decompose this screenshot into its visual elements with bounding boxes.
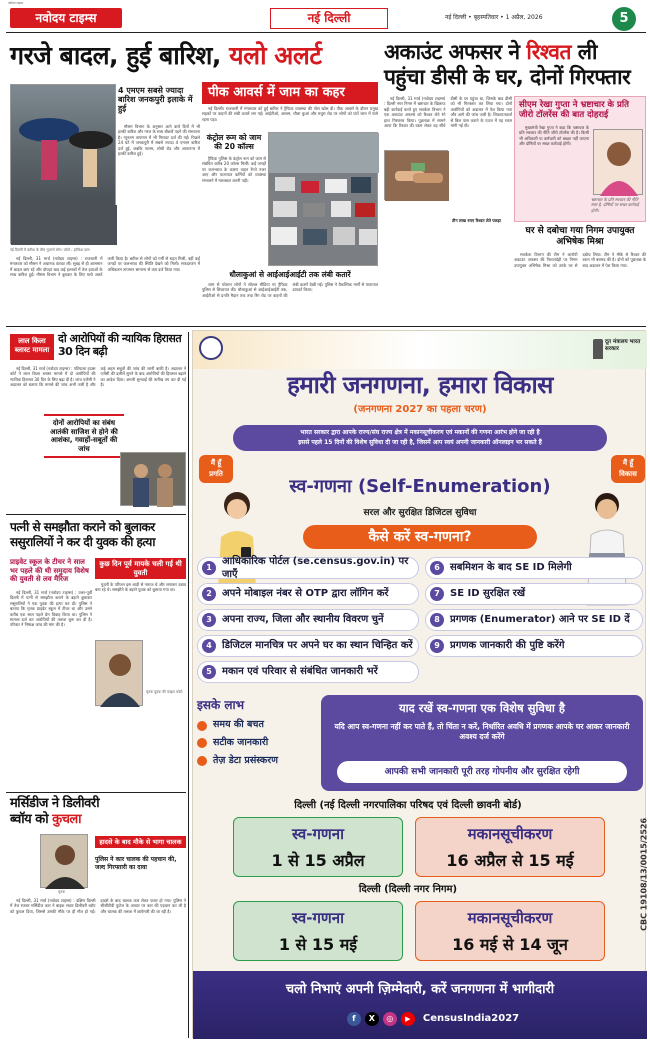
step-8	[425, 609, 643, 631]
story5-photo-caption: मृतक युवक की फाइल फोटो	[146, 690, 183, 694]
story4-headline: दो आरोपियों की न्यायिक हिरासत 30 दिन बढ़ी	[58, 332, 182, 358]
ad-top-band	[193, 331, 647, 369]
d1-right-date: 16 अप्रैल से 15 मई	[446, 851, 574, 871]
story5-sub: प्राइवेट स्कूल के टीचर ने साल भर पहले की थी समुदाय विशेष की युवती से लव मैरिज	[10, 558, 89, 583]
story3-side-body	[514, 252, 646, 322]
step-7-text: SE ID सुरक्षित रखें	[450, 588, 526, 600]
benefit-3	[197, 755, 317, 768]
col-rule-1	[188, 332, 189, 1038]
story1-headline	[10, 42, 370, 70]
x-icon[interactable]: X	[365, 1012, 379, 1026]
d2-left-title: स्व-गणना	[292, 909, 344, 927]
story6-para: नई दिल्ली, 31 मार्च (नवोदय टाइम्स) : दक्षिण दिल्ली में तेज रफ्तार मर्सिडीज कार ने बाइक सवार डिलीवरी ब्वॉय को कुचल दिया, जिससे उसकी मौके पर ही मौत हो गई। हादसे के बाद चालक कार लेकर फरार हो गया। पुलिस ने सीसीटीवी फुटेज के आधार पर कार की पहचान कर ली है और चालक की तलाश में छापेमारी की जा रही है।	[10, 898, 186, 914]
ashoka-emblem-icon	[593, 339, 603, 359]
self-enum-title: स्व-गणना (Self-Enumeration)	[289, 476, 551, 497]
remember-title: याद रखें स्व-गणना एक विशेष सुविधा है	[398, 701, 565, 715]
facebook-icon[interactable]: f	[347, 1012, 361, 1026]
d1-left-title: स्व-गणना	[292, 825, 344, 843]
mid-rule-1	[6, 514, 186, 515]
census-ad	[192, 330, 649, 1038]
self-enum-sub: सरल और सुरक्षित डिजिटल सुविधा	[363, 508, 477, 518]
youtube-icon[interactable]: ▶	[401, 1012, 415, 1026]
step-2-text: अपने मोबाइल नंबर से OTP द्वारा लॉगिन करें	[222, 588, 389, 600]
story3-side-para: सतर्कता विभाग की टीम ने आरोपी अकाउंट अफसर की निशानदेही पर निगम उपायुक्त अभिषेक मिश्रा को उनके घर से दबोच लिया। टीम ने मौके से रिश्वत की रकम भी बरामद की है। दोनों को पूछताछ के बाद अदालत में पेश किया गया।	[514, 252, 646, 268]
step-3-text: अपना राज्य, जिला और स्थानीय विवरण चुनें	[222, 614, 384, 626]
cbc-code: CBC 19108/13/0015/2526	[639, 817, 649, 931]
story3-pink-box	[514, 96, 646, 222]
story2-sub1: कंट्रोल रूम को जाम की 20 कॉल्स	[206, 133, 262, 151]
story2-para-b: ट्रैफिक पुलिस के कंट्रोल रूम को जाम से संबंधित करीब 20 कॉल्स मिलीं। कई जगहों पर जलभराव के कारण वाहन रेंगते नजर आए और यातायात कर्मियों को व्यवस्था संभालने में मशक्कत करनी पड़ी।	[202, 156, 266, 183]
right-tag1: मैं हूँ	[622, 459, 634, 467]
rain-inset	[118, 86, 200, 113]
story2-body-a	[202, 106, 378, 130]
person-portrait-icon	[41, 835, 89, 889]
story6-caption: मृतक	[58, 890, 65, 894]
step-9	[425, 635, 643, 657]
remember-box	[321, 695, 643, 791]
story1-headline-accent: यलो अलर्ट	[229, 41, 322, 70]
census-handle[interactable]: CensusIndia2027	[422, 1013, 520, 1025]
cm-para: मुख्यमंत्री रेखा गुप्ता ने कहा कि भ्रष्टाचार के प्रति सरकार की नीति जीरो टॉलरेंस की है। किसी भी अधिकारी या कर्मचारी को बख्शा नहीं जाएगा और दोषियों पर सख्त कार्रवाई होगी।	[519, 125, 589, 147]
rain-caption: नई दिल्ली में बारिश के बीच गुजरते लोग। फोटो : हरीकेश दास	[10, 248, 90, 252]
step-5-num: 5	[202, 665, 216, 679]
traffic-photo	[268, 132, 378, 266]
story5-inset-body	[95, 582, 186, 636]
step-6	[425, 557, 643, 579]
footer-slogan: चलो निभाएं अपनी ज़िम्मेदारी, करें जनगणना में भागीदारी	[285, 982, 555, 997]
step-1-num: 1	[202, 561, 216, 575]
step-4	[197, 635, 419, 657]
cm-headline: सीएम रेखा गुप्ता ने भ्रष्टाचार के प्रति जीरो टॉलरेंस की बात दोहराई	[519, 100, 629, 120]
story3-side-head: घर से दबोचा गया निगम उपायुक्त अभिषेक मिश्रा	[525, 226, 635, 247]
left-tag2: प्रगति	[209, 470, 223, 478]
d1-left-date: 1 से 15 अप्रैल	[271, 851, 365, 871]
right-tag2: विकास	[619, 470, 637, 478]
secure-bar: आपकी सभी जानकारी पूरी तरह गोपनीय और सुरक्षित रहेगी	[337, 761, 627, 783]
fold-rule	[6, 326, 646, 327]
bribe-bar: तीन लाख रुपए रिश्वत लेते पकड़ा	[452, 218, 501, 223]
story6-headline	[10, 796, 186, 828]
step-1-text: आधिकारिक पोर्टल (se.census.gov.in) पर जाएँ	[222, 555, 409, 580]
benefits-box	[197, 697, 317, 793]
data-icon	[197, 756, 207, 766]
remember-body: यदि आप स्व-गणना नहीं कर पाते हैं, तो चिंता न करें, निर्धारित अवधि में प्रगणक आपके घर आकर जानकारी अवश्य दर्ज करेंगे	[334, 721, 630, 741]
left-bubble	[199, 455, 233, 483]
benefit-2-text: सटीक जानकारी	[213, 737, 269, 748]
step-8-text: प्रगणक (Enumerator) आने पर SE ID दें	[450, 614, 630, 626]
masthead-logo: नवोदय टाइम्स	[10, 8, 122, 28]
ad-gov-badge	[593, 337, 641, 363]
ad-intro-2: इससे पहले 15 दिनों की विशेष सुविधा दी जा रही है, जिसमें आप स्वयं अपनी जानकारी ऑनलाइन भर सकते हैं	[298, 439, 542, 446]
d1-left	[233, 817, 403, 877]
story2-body-b	[202, 156, 266, 266]
story3-para: नई दिल्ली, 31 मार्च (नवोदय टाइम्स) : दिल्ली नगर निगम में भ्रष्टाचार के खिलाफ बड़ी कार्रवाई करते हुए सतर्कता विभाग ने एक अकाउंट अफसर को रिश्वत लेते रंगे हाथ गिरफ्तार किया। पूछताछ में सामने आया कि रिश्वत की रकम लेकर वह सीधे डीसी के घर पहुंचा था, जिसके बाद डीसी को भी गिरफ्तार कर लिया गया। दोनों आरोपियों को अदालत में पेश किया गया और आगे की जांच जारी है। शिकायतकर्ता से बिल पास कराने के एवज में यह रकम मांगी गई थी।	[384, 96, 512, 129]
story5-headline: पत्नी से समझौता कराने को बुलाकर ससुरालियों ने कर दी युवक की हत्या	[10, 520, 155, 549]
story1-para-b: मौसम विभाग के अनुसार आने वाले दिनों में भी हल्की बारिश और गरज के साथ बौछारें पड़ने की संभावना है। न्यूनतम तापमान में भी गिरावट दर्ज की गई। पिछले 24 घंटे में जनकपुरी में सबसे ज्यादा 4 एमएम बारिश दर्ज हुई, जबकि पालम, लोधी रोड और आयानगर में हल्की बारिश हुई।	[118, 124, 200, 157]
social-row	[333, 1011, 533, 1027]
rain-scene-icon	[11, 85, 117, 245]
benefit-1-text: समय की बचत	[213, 719, 264, 731]
left-tag1: मैं हूँ	[210, 459, 222, 467]
story4-photo	[120, 452, 186, 506]
story6-headline-b: ब्वॉय को	[10, 812, 49, 827]
story1-para-a: नई दिल्ली, 31 मार्च (नवोदय टाइम्स) : राजधानी में मंगलवार को मौसम ने अचानक करवट ली। सुबह से ही आसमान में बादल छाए रहे और दोपहर बाद कई इलाकों में तेज हवाओं के साथ बारिश हुई। मौसम विभाग ने बुधवार के लिए यलो अलर्ट जारी किया है। बारिश से लोगों को गर्मी से राहत मिली, वहीं कई जगहों पर जलभराव की स्थिति देखने को मिली। सफदरजंग में अधिकतम तापमान सामान्य से कम दर्ज किया गया।	[10, 256, 200, 278]
story2-para-a: नई दिल्ली। राजधानी में मंगलवार को हुई बारिश ने ट्रैफिक व्यवस्था की पोल खोल दी। पीक आवर्स के दौरान प्रमुख सड़कों पर वाहनों की लंबी कतारें लग गईं। आईटीओ, आश्रम, धौला कुआं और मथुरा रोड पर लोगों को घंटों जाम में फंसे रहना पड़ा।	[202, 106, 378, 122]
step-2	[197, 583, 419, 605]
story6-photo	[40, 834, 88, 888]
story2-para-c: जाम से परेशान लोगों ने सोशल मीडिया पर ट्रैफिक पुलिस से शिकायत की। धौलाकुआं से आईआईआईटी तक, आईटीओ से प्रगति मैदान तक तथा रिंग रोड पर वाहनों की लंबी कतारें देखी गईं। पुलिस ने वैकल्पिक मार्गों से यातायात डायवर्ट किया।	[202, 282, 378, 298]
clock-icon	[197, 721, 207, 731]
story4-tag	[10, 334, 54, 360]
city-badge: नई दिल्ली	[270, 8, 388, 29]
d2-right-date: 16 मई से 14 जून	[452, 935, 568, 955]
story4-pull: दोनों आरोपियों का संबंध आतंकी साजिश से होने की आशंका, गवाहों-सबूतों की जांच	[44, 414, 124, 458]
instagram-icon[interactable]: ◎	[383, 1012, 397, 1026]
benefit-1	[197, 719, 317, 732]
step-9-num: 9	[430, 639, 444, 653]
step-5	[197, 661, 419, 683]
story4-tag1: लाल किला	[18, 337, 46, 345]
cm-photo	[593, 129, 643, 195]
story1-body-b	[118, 124, 200, 244]
story6-headline-accent: कुचला	[52, 812, 82, 827]
ad-emblem-left-icon	[199, 336, 223, 360]
story6-body	[10, 898, 186, 1038]
d2-left	[233, 901, 403, 961]
step-4-text: डिजिटल मानचित्र पर अपने घर का स्थान चिन्हित करें	[222, 640, 413, 652]
step-6-num: 6	[430, 561, 444, 575]
story2-body-c	[202, 282, 378, 320]
story6-inset: हादसे के बाद मौके से भागा चालक	[95, 836, 186, 848]
step-7	[425, 583, 643, 605]
d2-right	[415, 901, 605, 961]
story4-para: नई दिल्ली, 31 मार्च (नवोदय टाइम्स) : पटियाला हाउस कोर्ट ने लाल किला ब्लास्ट मामले में दो आरोपियों की न्यायिक हिरासत 30 दिन के लिए बढ़ा दी है। जांच एजेंसी ने अदालत को बताया कि मामले की जांच अभी जारी है और कई अहम सबूतों की जांच की जानी बाकी है। अदालत ने एजेंसी की दलीलें सुनने के बाद आरोपियों की हिरासत बढ़ाने का आदेश दिया। अगली सुनवाई की तारीख तय कर दी गई है।	[10, 366, 186, 388]
police-escort-icon	[121, 453, 187, 507]
bribe-photo	[384, 150, 448, 200]
step-3-num: 3	[202, 613, 216, 627]
delhi1-title: दिल्ली (नई दिल्ली नगरपालिका परिषद एवं दिल्ली छावनी बोर्ड)	[294, 800, 522, 811]
top-tiny: नवोदय टाइम्स	[8, 1, 24, 5]
story5-para: नई दिल्ली, 31 मार्च (नवोदय टाइम्स) : उत्तर-पूर्वी दिल्ली में पत्नी से समझौता कराने के बहाने बुलाकर ससुरालियों ने एक युवक की हत्या कर दी। पुलिस ने बताया कि मृतक प्राइवेट स्कूल में टीचर था और उसने करीब एक साल पहले प्रेम विवाह किया था। पुलिस ने मामला दर्ज कर आरोपियों की तलाश शुरू कर दी है। परिवार ने निष्पक्ष जांच की मांग की है।	[10, 590, 92, 628]
story1-body	[10, 256, 200, 320]
gov-label: दूत मंत्रालय भारत सरकार	[605, 339, 641, 352]
d1-right-title: मकानसूचीकरण	[467, 825, 553, 843]
story3-body	[384, 96, 512, 322]
step-5-text: मकान एवं परिवार से संबंधित जानकारी भरें	[222, 666, 378, 678]
story2-sub2: धौलाकुआं से आईआईआईटी तक लंबी कतारें	[229, 270, 351, 279]
step-4-num: 4	[202, 639, 216, 653]
how-bar: कैसे करें स्व-गणना?	[303, 525, 537, 549]
step-7-num: 7	[430, 587, 444, 601]
ad-subtitle: (जनगणना 2027 का पहला चरण)	[353, 404, 487, 415]
d2-right-title: मकानसूचीकरण	[467, 909, 553, 927]
benefits-title: इसके लाभ	[197, 698, 245, 712]
story3-headline-c: पहुंचा डीसी के घर, दोनों गिरफ्तार	[384, 65, 631, 89]
benefit-3-text: तेज़ डेटा प्रसंस्करण	[213, 754, 278, 766]
ad-footer	[193, 971, 647, 1039]
masthead	[0, 0, 650, 36]
person-portrait-icon	[594, 130, 644, 196]
story4-tag2: ब्लास्ट मामला	[14, 346, 50, 354]
delhi2-title: दिल्ली (दिल्ली नगर निगम)	[358, 884, 458, 895]
cm-body	[519, 125, 589, 219]
step-2-num: 2	[202, 587, 216, 601]
cm-quote: भ्रष्टाचार के प्रति सरकार की नीति स्पष्ट है, दोषियों पर सख्त कार्रवाई होगी।	[591, 197, 639, 213]
story3-headline-a: अकाउंट अफसर ने	[384, 40, 520, 64]
step-9-text: प्रगणक जानकारी की पुष्टि करेंगे	[450, 640, 565, 652]
story2-redbar: पीक आवर्स में जाम का कहर	[202, 82, 378, 104]
step-6-text: सबमिशन के बाद SE ID मिलेगी	[450, 562, 572, 574]
rain-photo	[10, 84, 116, 244]
step-8-num: 8	[430, 613, 444, 627]
step-3	[197, 609, 419, 631]
d2-left-date: 1 से 15 मई	[278, 935, 358, 955]
story3-headline-b: ली	[577, 40, 597, 64]
ad-title: हमारी जनगणना, हमारा विकास	[287, 371, 553, 399]
story3-headline	[384, 40, 646, 90]
person-portrait-icon	[96, 641, 144, 707]
target-icon	[197, 738, 207, 748]
mid-rule-2	[6, 792, 186, 793]
d1-right	[415, 817, 605, 877]
page-number: 5	[612, 7, 636, 31]
story5-body	[10, 590, 92, 790]
masthead-rule	[6, 32, 646, 33]
benefit-2	[197, 737, 317, 750]
right-bubble	[611, 455, 645, 483]
handshake-icon	[385, 151, 449, 201]
date-line: नई दिल्ली • बृहस्पतिवार • 1 अप्रैल, 2026	[445, 14, 543, 21]
step-1	[197, 557, 419, 579]
ad-intro-band	[233, 425, 607, 451]
rain-inset-text: 4 एमएम सबसे ज्यादा बारिश जनकपुरी इलाके में हुई	[118, 86, 193, 113]
traffic-scene-icon	[269, 133, 379, 267]
story5-photo	[95, 640, 143, 706]
ad-intro-1: भारत सरकार द्वारा आपके राज्य/संघ राज्य क्षेत्र में मकानसूचीकरण एवं मकानों की गणना आरंभ होने जा रही है	[300, 429, 540, 436]
story1-headline-main: गरजे बादल, हुई बारिश,	[10, 41, 221, 70]
story3-headline-accent: रिश्वत	[526, 40, 571, 64]
story5-inset: कुछ दिन पूर्व मायके चली गई थी युवती	[95, 558, 186, 579]
story6-headline-a: मर्सिडीज ने डिलीवरी	[10, 796, 100, 811]
story6-inset2: पुलिस ने कार चालक की पहचान की, जल्द गिरफ्तारी का दावा	[95, 856, 177, 871]
story5-inset-para: युवती के परिजन इस शादी से नाराज थे और लगातार दबाव बना रहे थे। समझौते के बहाने युवक को बुलाया गया था।	[95, 582, 186, 593]
